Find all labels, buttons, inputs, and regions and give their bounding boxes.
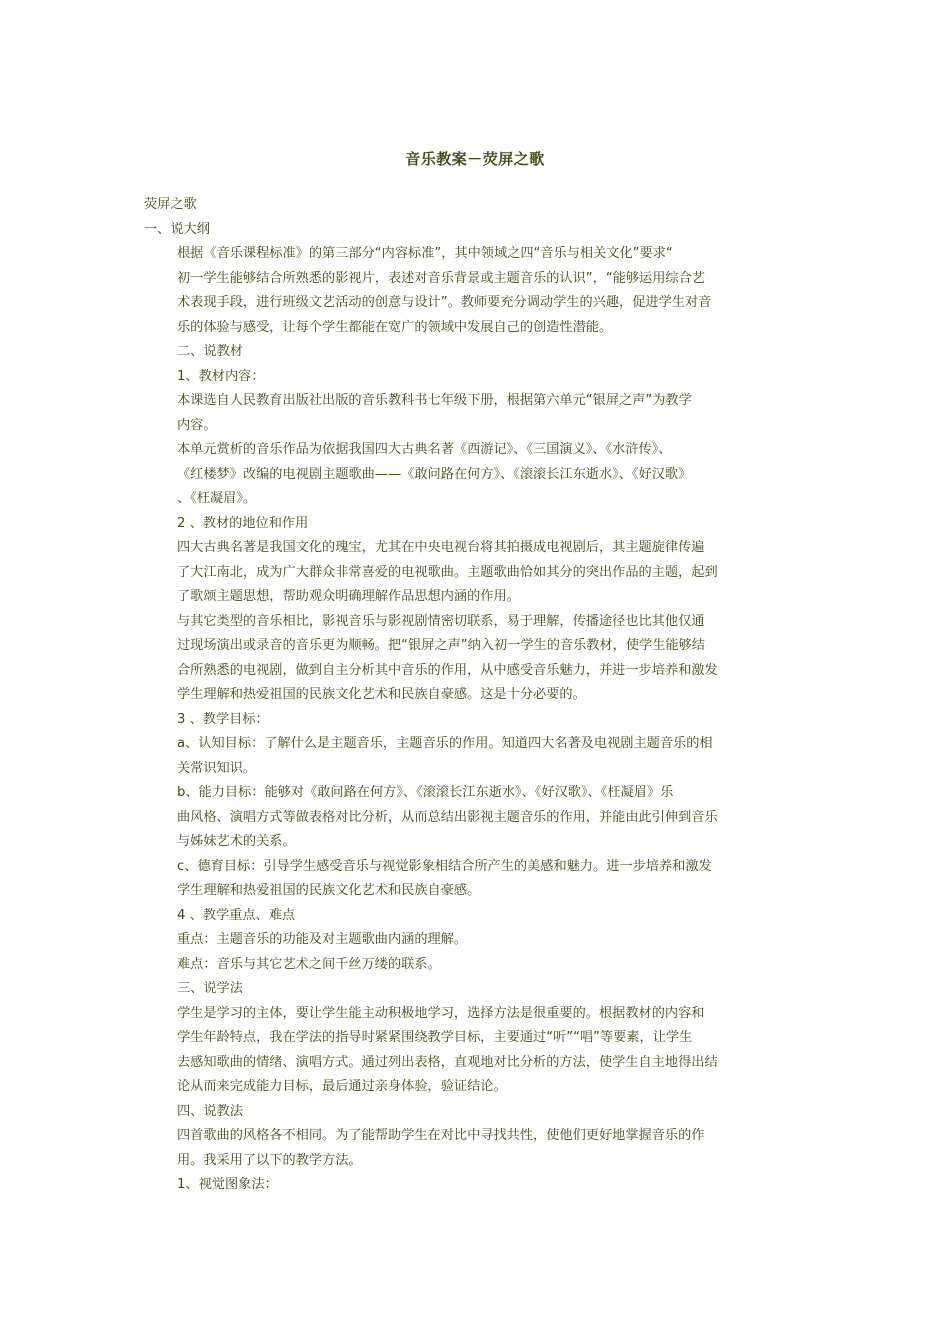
text-line: 一、说大纲 — [144, 221, 210, 237]
text-line: 4 、教学重点、难点 — [177, 907, 296, 923]
text-line: 学生是学习的主体，要让学生能主动积极地学习，选择方法是很重要的。根据教材的内容和 — [177, 1005, 705, 1021]
text-line: 2 、教材的地位和作用 — [177, 515, 309, 531]
text-line: a、认知目标：了解什么是主题音乐，主题音乐的作用。知道四大名著及电视剧主题音乐的相 — [177, 736, 713, 751]
text-line: 本单元赏析的音乐作品为依据我国四大古典名著《西游记》、《三国演义》、《水浒传》、 — [177, 442, 672, 457]
text-line: 初一学生能够结合所熟悉的影视片，表述对音乐背景或主题音乐的认识”，“能够运用综合艺 — [177, 270, 705, 286]
document-body — [0, 193, 950, 1198]
text-line: 乐的体验与感受，让每个学生都能在宽广的领域中发展自己的创造性潜能。 — [177, 319, 613, 335]
text-line: 四大古典名著是我国文化的瑰宝，尤其在中央电视台将其拍摄成电视剧后，其主题旋律传遍 — [177, 540, 705, 555]
text-line: 荧屏之歌 — [144, 197, 197, 212]
text-line: 1、教材内容： — [177, 368, 265, 384]
text-line: 了大江南北，成为广大群众非常喜爱的电视歌曲。主题歌曲恰如其分的突出作品的主题，起到 — [177, 564, 718, 580]
text-line: 、《枉凝眉》。 — [177, 491, 257, 506]
text-line: 学生年龄特点，我在学法的指导时紧紧围绕教学目标，主要通过“听”“唱”等要素，让学生 — [177, 1030, 693, 1045]
text-line: 难点：音乐与其它艺术之间千丝万缕的联系。 — [177, 956, 441, 972]
text-line: 1、视觉图象法： — [177, 1177, 278, 1192]
text-line: 四首歌曲的风格各不相同。为了能帮助学生在对比中寻找共性，使他们更好地掌握音乐的作 — [177, 1128, 705, 1143]
text-line: 3 、教学目标： — [177, 711, 269, 727]
text-line: 关常识知识。 — [177, 760, 257, 776]
text-line: 术表现手段，进行班级文艺活动的创意与设计”。教师要充分调动学生的兴趣，促进学生对音 — [177, 295, 712, 310]
text-line: 三、说学法 — [177, 981, 243, 996]
text-line: 重点：主题音乐的功能及对主题歌曲内涵的理解。 — [177, 932, 468, 947]
text-line: 二、说教材 — [177, 344, 243, 359]
text-line: 了歌颂主题思想，帮助观众明确理解作品思想内涵的作用。 — [177, 589, 520, 604]
text-line: 学生理解和热爱祖国的民族文化艺术和民族自豪感。 — [177, 883, 481, 898]
text-line: 与其它类型的音乐相比，影视音乐与影视剧情密切联系，易于理解，传播途径也比其他仅通 — [177, 613, 705, 629]
text-line: 过现场演出或录音的音乐更为顺畅。把“银屏之声”纳入初一学生的音乐教材，使学生能够结 — [177, 638, 705, 653]
text-line: b、能力目标：能够对《敢问路在何方》、《滚滚长江东逝水》、《好汉歌》、《枉凝眉》乐 — [177, 785, 674, 800]
text-line: 论从而来完成能力目标，最后通过亲身体验，验证结论。 — [177, 1079, 507, 1094]
text-line: 曲风格、演唱方式等做表格对比分析，从而总结出影视主题音乐的作用，并能由此引伸到音乐 — [177, 809, 718, 825]
text-line: 用。我采用了以下的教学方法。 — [177, 1152, 362, 1168]
text-line: c、德育目标：引导学生感受音乐与视觉影象相结合所产生的美感和魅力。进一步培养和激发 — [177, 858, 712, 874]
text-line: 四、说教法 — [177, 1103, 243, 1119]
text-line: 去感知歌曲的情绪、演唱方式。通过列出表格，直观地对比分析的方法，使学生自主地得出结 — [177, 1054, 718, 1070]
text-line: 根据《音乐课程标准》的第三部分“内容标准”，其中领域之四“音乐与相关文化”要求“ — [177, 246, 673, 261]
text-line: 与姊妹艺术的关系。 — [177, 834, 296, 849]
document-title: 音乐教案－荧屏之歌 — [405, 150, 545, 168]
text-line: 学生理解和热爱祖国的民族文化艺术和民族自豪感。这是十分必要的。 — [177, 687, 586, 702]
text-line: 内容。 — [177, 417, 217, 433]
text-line: 合所熟悉的电视剧，做到自主分析其中音乐的作用，从中感受音乐魅力，并进一步培养和激发 — [177, 662, 718, 678]
text-line: 《红楼梦》改编的电视剧主题歌曲——《敢问路在何方》、《滚滚长江东逝水》、《好汉歌》 — [177, 466, 692, 482]
text-line: 本课选自人民教育出版社出版的音乐教科书七年级下册，根据第六单元“银屏之声”为教学 — [177, 393, 692, 408]
